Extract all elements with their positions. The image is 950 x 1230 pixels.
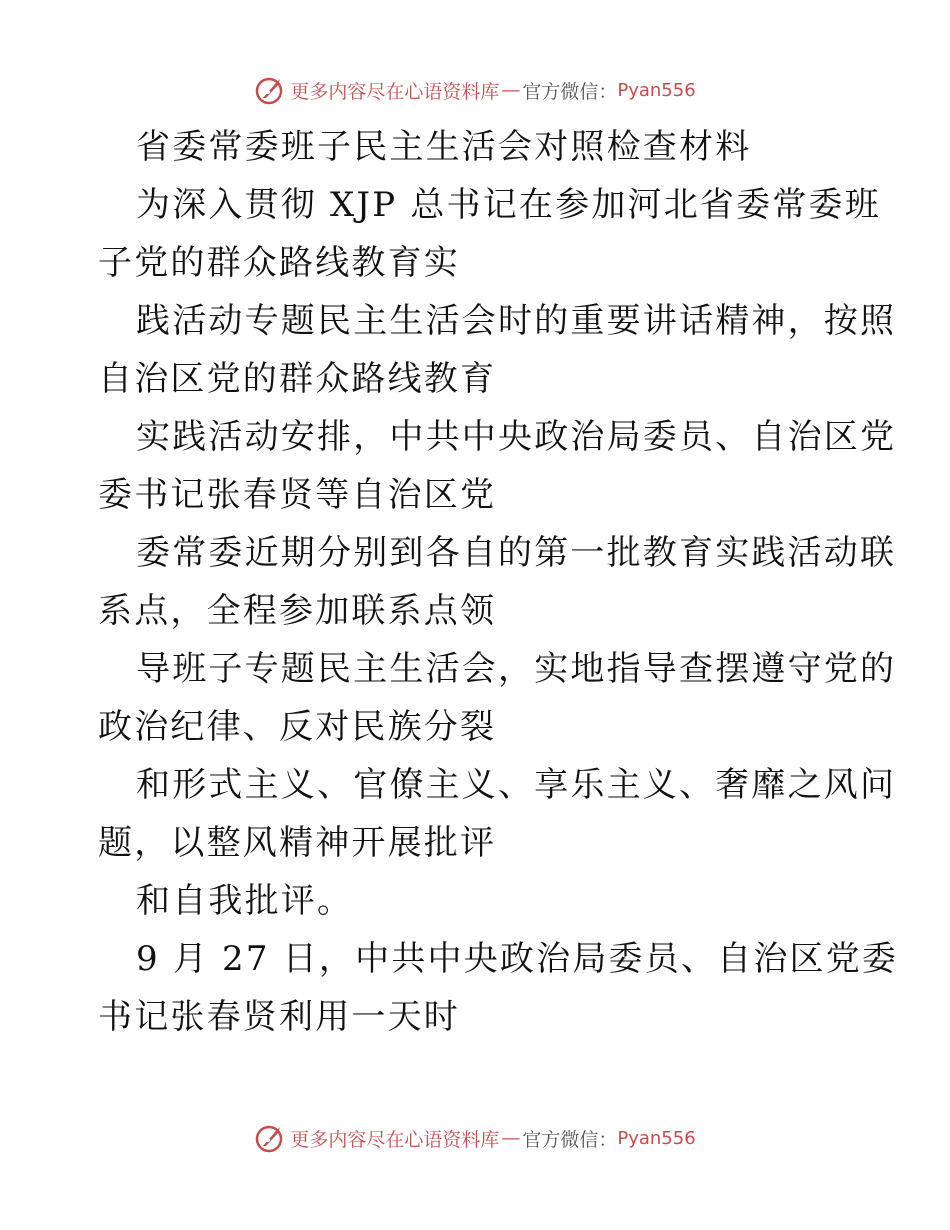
quill-logo-icon [254, 74, 286, 106]
paragraph-line: 委书记张春贤等自治区党 [98, 475, 497, 515]
watermark-dash: — [501, 79, 521, 101]
paragraph-line: 系点，全程参加联系点领 [98, 591, 497, 631]
watermark-label: 官方微信： [522, 1128, 618, 1151]
paragraph-line: 实践活动安排，中共中央政治局委员、自治区党 [136, 417, 897, 457]
watermark-account: Pyan556 [617, 1127, 696, 1149]
watermark-footer [0, 1122, 950, 1154]
watermark-brand: 更多内容尽在心语资料库 [290, 80, 500, 103]
watermark-header [0, 74, 950, 106]
paragraph-line: 和自我批评。 [136, 881, 354, 921]
paragraph-line: 9 月 27 日，中共中央政治局委员、自治区党委 [136, 939, 899, 979]
paragraph-line: 导班子专题民主生活会，实地指导查摆遵守党的 [136, 649, 897, 689]
watermark-brand: 更多内容尽在心语资料库 [290, 1128, 500, 1151]
document-body [98, 118, 899, 1046]
paragraph-line: 践活动专题民主生活会时的重要讲话精神，按照 [136, 301, 897, 341]
paragraph-line: 子党的群众路线教育实 [98, 243, 460, 283]
paragraph-line: 政治纪律、反对民族分裂 [98, 707, 497, 747]
quill-logo-icon [254, 1122, 286, 1154]
document-title: 省委常委班子民主生活会对照检查材料 [136, 127, 752, 167]
paragraph-line: 题，以整风精神开展批评 [98, 823, 497, 863]
watermark-dash: — [501, 1127, 521, 1149]
paragraph-line: 为深入贯彻 XJP 总书记在参加河北省委常委班 [136, 185, 881, 225]
watermark-label: 官方微信： [522, 80, 618, 103]
paragraph-line: 委常委近期分别到各自的第一批教育实践活动联 [136, 533, 897, 573]
watermark-account: Pyan556 [617, 79, 696, 101]
paragraph-line: 书记张春贤利用一天时 [98, 997, 460, 1037]
paragraph-line: 和形式主义、官僚主义、享乐主义、奢靡之风问 [136, 765, 897, 805]
paragraph-line: 自治区党的群众路线教育 [98, 359, 497, 399]
